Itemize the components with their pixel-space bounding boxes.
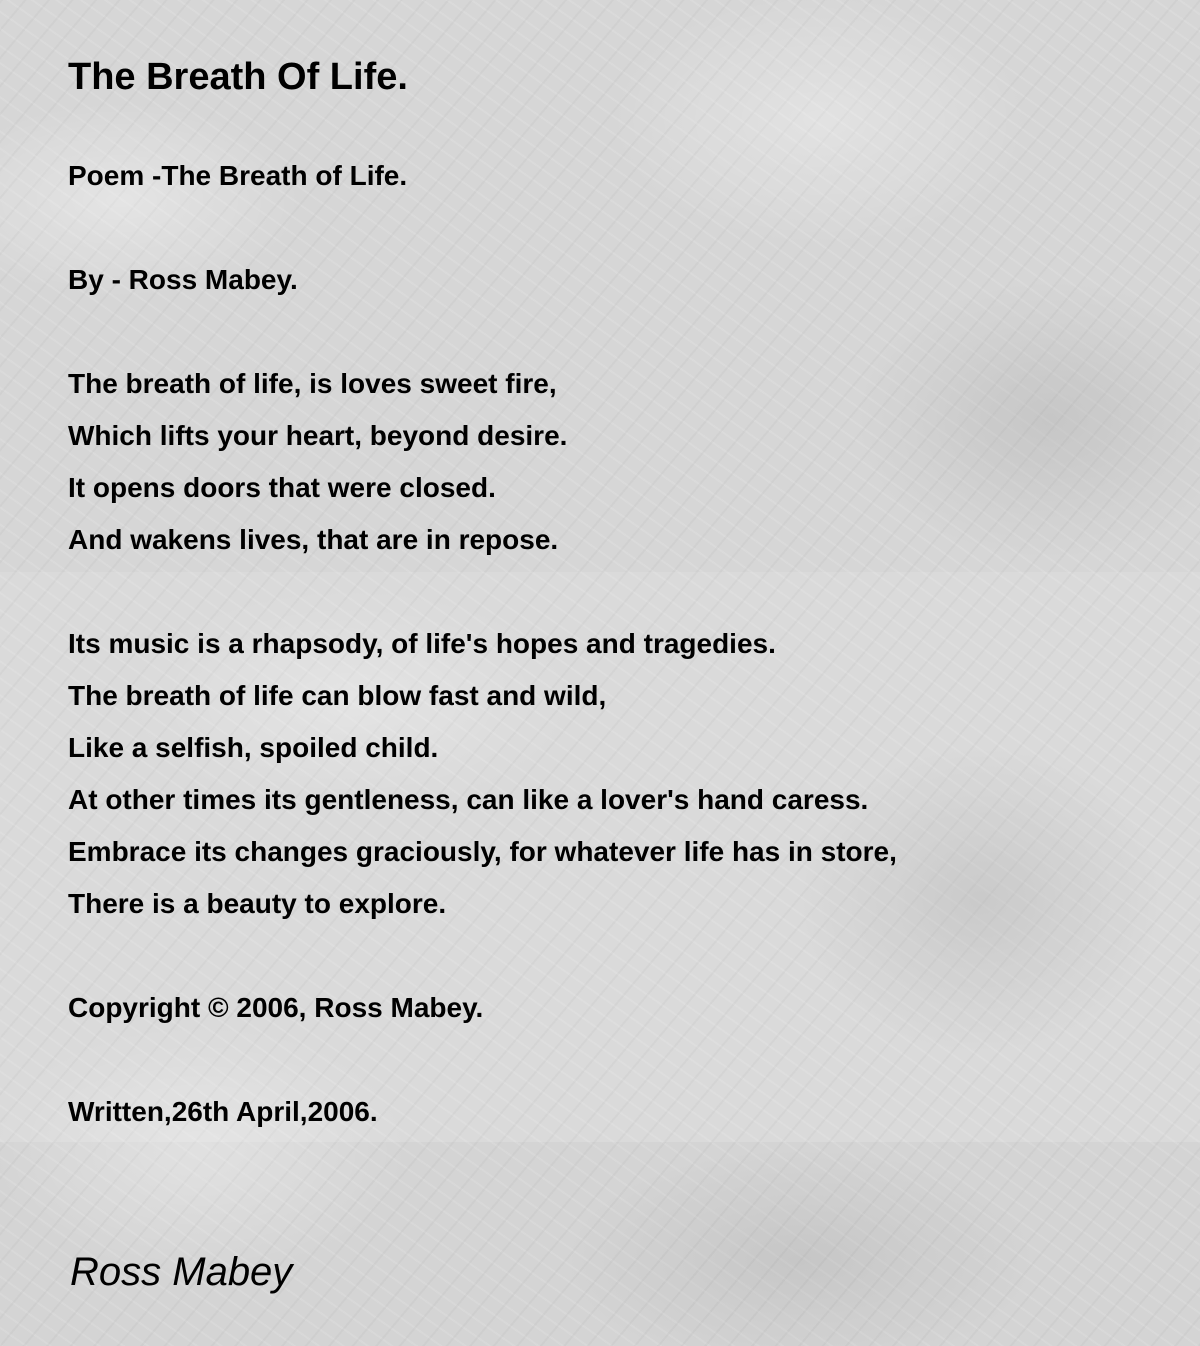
poem-line: Embrace its changes graciously, for whatever life has in store, [68,836,897,867]
poem-line: The breath of life, is loves sweet fire, [68,368,557,399]
poem-line: Copyright © 2006, Ross Mabey. [68,992,484,1023]
poem-line: It opens doors that were closed. [68,472,496,503]
poem-line: And wakens lives, that are in repose. [68,524,559,555]
poem-line: Like a selfish, spoiled child. [68,732,439,763]
poem-body [68,150,897,1138]
background-band-bottom [0,1142,1200,1346]
poem-line: At other times its gentleness, can like a lover's hand caress. [68,784,869,815]
poem-line: Which lifts your heart, beyond desire. [68,420,568,451]
poem-line [68,1034,897,1086]
poem-line [68,566,897,618]
poem-line [68,306,897,358]
poem-line [68,930,897,982]
poem-title: The Breath Of Life. [68,56,408,98]
poem-line: By - Ross Mabey. [68,264,298,295]
author-name: Ross Mabey [70,1250,293,1294]
poem-line [68,202,897,254]
poem-line: The breath of life can blow fast and wild, [68,680,607,711]
poem-line: Poem -The Breath of Life. [68,160,408,191]
poem-line: Written,26th April,2006. [68,1096,378,1127]
poem-line: Its music is a rhapsody, of life's hopes and tragedies. [68,628,776,659]
poem-line: There is a beauty to explore. [68,888,447,919]
